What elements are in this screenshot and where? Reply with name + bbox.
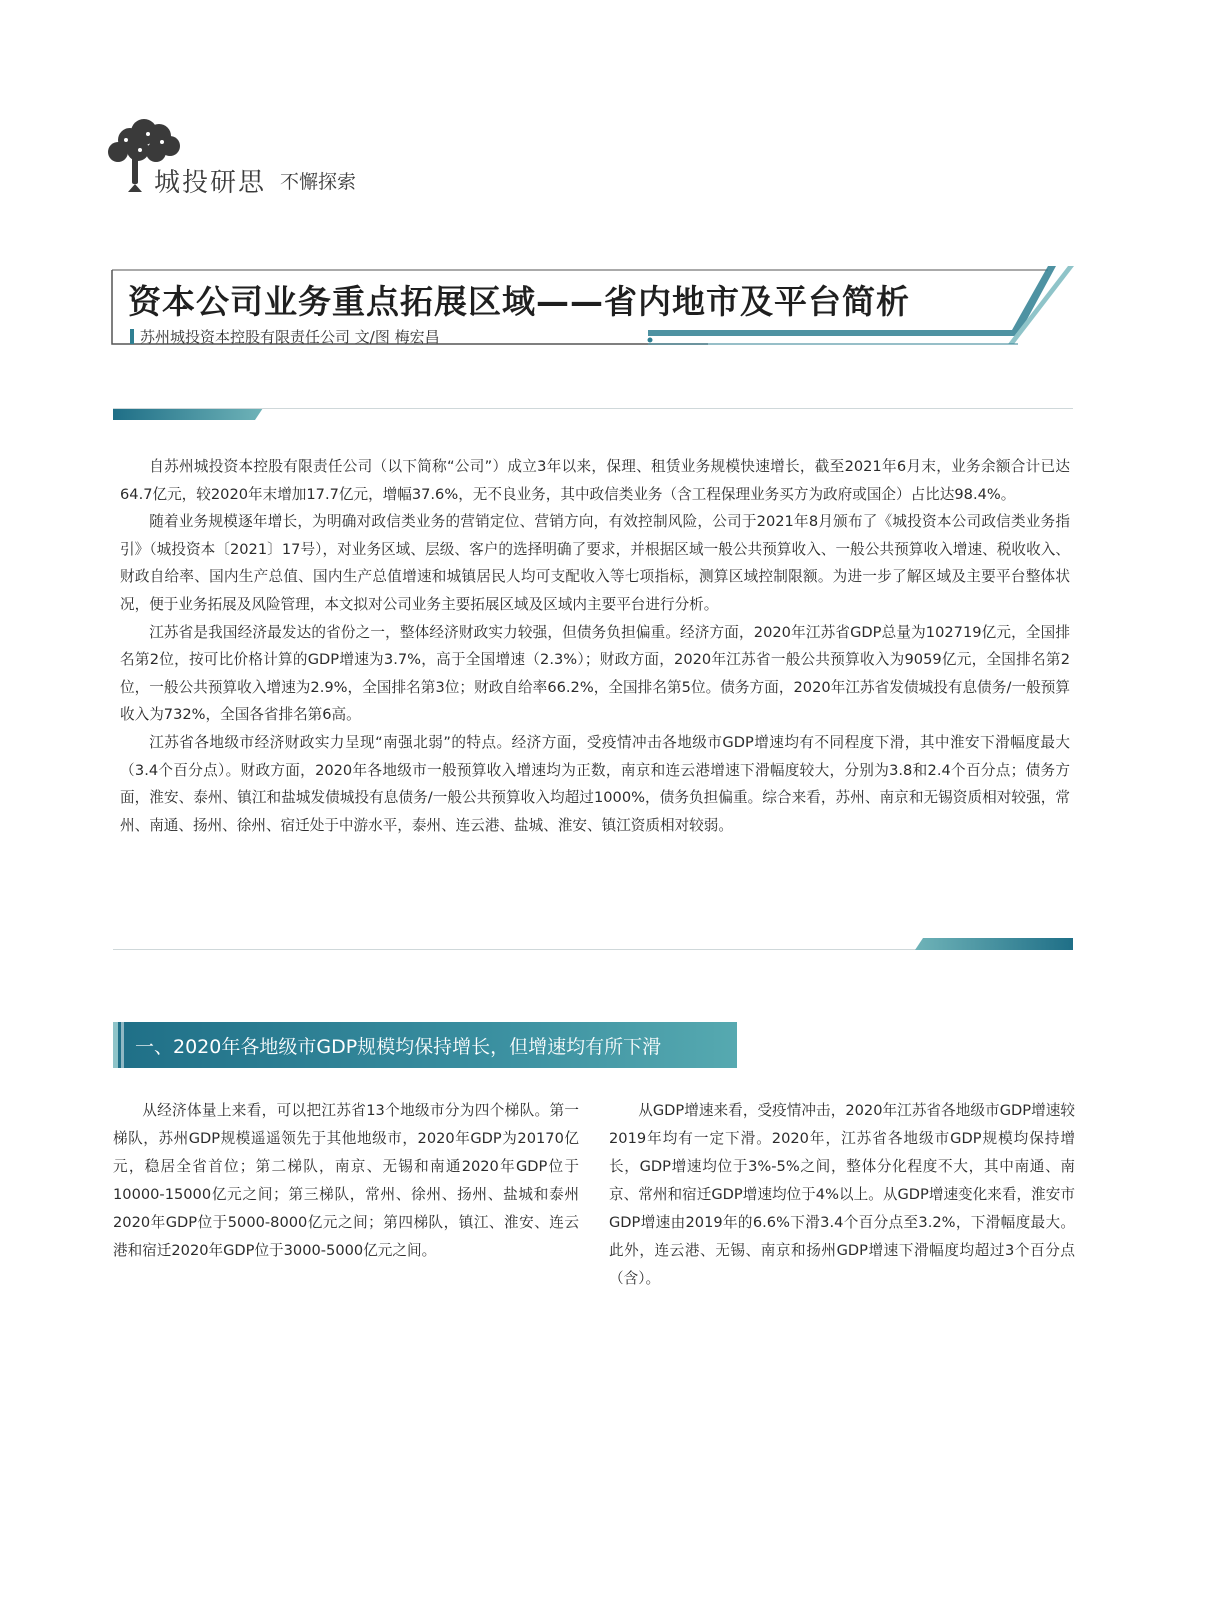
top-divider: [113, 408, 1073, 420]
article-byline: [130, 326, 440, 347]
brand-name: 城投研思: [154, 168, 267, 198]
bottom-divider: [113, 938, 1073, 950]
intro-paragraph: 随着业务规模逐年增长，为明确对政信类业务的营销定位、营销方向，有效控制风险，公司于2021年8月颁布了《城投资本公司政信类业务指引》（城投资本〔2021〕17号），对业务区域、层级、客户的选择明确了要求，并根据区域一般公共预算收入、一般公共预算收入增速、税收收入、财政自给率、国内生产总值、国内生产总值增速和城镇居民人均可支配收入等七项指标，测算区域控制限额。为进一步了解区域及主要平台整体状况，便于业务拓展及风险管理，本文拟对公司业务主要拓展区域及区域内主要平台进行分析。: [120, 513, 1070, 613]
byline-text: 苏州城投资本控股有限责任公司 文/图 梅宏昌: [140, 328, 440, 346]
brand-slogan: 不懈探索: [280, 171, 357, 193]
body-paragraph: 从GDP增速来看，受疫情冲击，2020年江苏省各地级市GDP增速较2019年均有一定下滑。2020年，江苏省各地级市GDP规模均保持增长，GDP增速均位于3%-5%之间，整体分化程度不大，其中南通、南京、常州和宿迁GDP增速均位于4%以上。从GDP增速变化来看，淮安市GDP增速由2019年的6.6%下滑3.4个百分点至3.2%，下滑幅度最大。此外，连云港、无锡、南京和扬州GDP增速下滑幅度均超过3个百分点（含）。: [609, 1102, 1075, 1287]
intro-paragraph: 自苏州城投资本控股有限责任公司（以下简称“公司”）成立3年以来，保理、租赁业务规模快速增长，截至2021年6月末，业务余额合计已达64.7亿元，较2020年末增加17.7亿元，增幅37.6%，无不良业务，其中政信类业务（含工程保理业务买方为政府或国企）占比达98.4%。: [120, 458, 1070, 503]
article-title: 资本公司业务重点拓展区域——省内地市及平台简析: [128, 282, 910, 321]
section-heading-accent-line: [121, 1022, 124, 1068]
intro-paragraph: 江苏省各地级市经济财政实力呈现“南强北弱”的特点。经济方面，受疫情冲击各地级市GDP增速均有不同程度下滑，其中淮安下滑幅度最大（3.4个百分点）。财政方面，2020年各地级市一般预算收入增速均为正数，南京和连云港增速下滑幅度较大，分别为3.8和2.4个百分点；债务方面，淮安、泰州、镇江和盐城发债城投有息债务/一般公共预算收入均超过1000%，债务负担偏重。综合来看，苏州、南京和无锡资质相对较强，常州、南通、扬州、徐州、宿迁处于中游水平，泰州、连云港、盐城、淮安、镇江资质相对较弱。: [120, 733, 1070, 834]
intro-section: [120, 453, 1070, 839]
right-column: [609, 1097, 1075, 1293]
section-heading-accent: [113, 1022, 118, 1068]
body-paragraph: 从经济体量上来看，可以把江苏省13个地级市分为四个梯队。第一梯队，苏州GDP规模遥遥领先于其他地级市，2020年GDP为20170亿元，稳居全省首位；第二梯队，南京、无锡和南通2020年GDP位于10000-15000亿元之间；第三梯队，常州、徐州、扬州、盐城和泰州2020年GDP位于5000-8000亿元之间；第四梯队，镇江、淮安、连云港和宿迁2020年GDP位于3000-5000亿元之间。: [113, 1102, 579, 1259]
section-title: 一、2020年各地级市GDP规模均保持增长，但增速均有所下滑: [135, 1036, 662, 1058]
left-column: [113, 1097, 579, 1265]
byline-marker: [130, 329, 134, 344]
brand-header: [104, 114, 424, 204]
intro-paragraph: 江苏省是我国经济最发达的省份之一，整体经济财政实力较强，但债务负担偏重。经济方面，2020年江苏省GDP总量为102719亿元，全国排名第2位，按可比价格计算的GDP增速为3.7%，高于全国增速（2.3%）；财政方面，2020年江苏省一般公共预算收入为9059亿元，全国排名第2位，一般公共预算收入增速为2.9%，全国排名第3位；财政自给率66.2%，全国排名第5位。债务方面，2020年江苏省发债城投有息债务/一般预算收入为732%，全国各省排名第6高。: [120, 623, 1070, 724]
section-heading: [113, 1022, 737, 1068]
